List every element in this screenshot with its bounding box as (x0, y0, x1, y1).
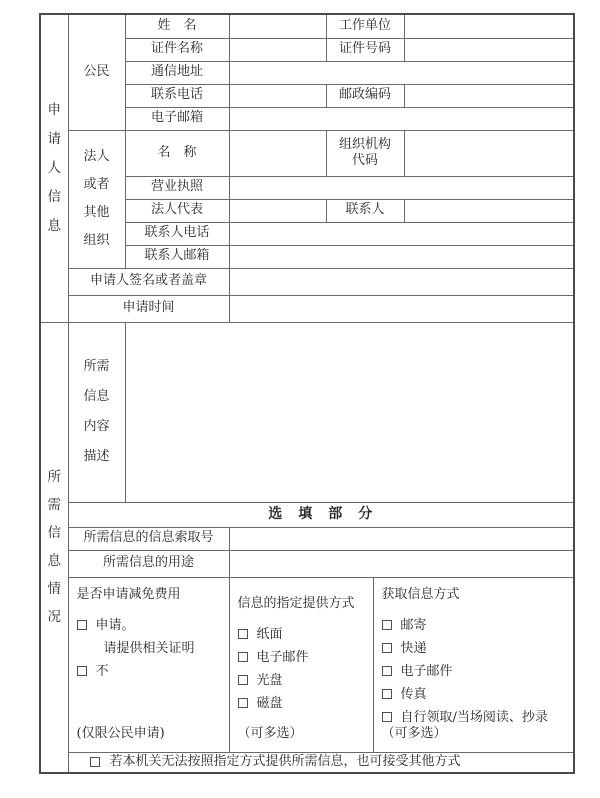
purpose-label: 所需信息的用途 (68, 550, 229, 577)
address-label: 通信地址 (125, 61, 229, 84)
fee-waiver-footnote: (仅限公民申请) (76, 725, 165, 741)
email-label: 电子邮箱 (125, 107, 229, 130)
address-value-cell[interactable] (229, 61, 574, 84)
work-unit-value-cell[interactable] (404, 14, 574, 38)
description-label (68, 322, 125, 502)
required-info-side-char: 况 (47, 608, 61, 625)
applicant-side-char: 息 (47, 217, 61, 234)
organization-group-label (68, 130, 125, 268)
option-fee-apply[interactable] (77, 618, 225, 633)
index-number-label: 所需信息的信息索取号 (68, 527, 229, 550)
org-name-value-cell[interactable] (229, 130, 326, 176)
org-code-value-cell[interactable] (404, 130, 574, 176)
required-info-side-char: 所 (47, 468, 61, 485)
required-info-side-label (40, 322, 68, 773)
checkbox-icon[interactable] (382, 712, 392, 722)
purpose-value-cell[interactable] (229, 550, 574, 577)
checkbox-icon[interactable] (238, 629, 248, 639)
checkbox-icon[interactable] (77, 620, 87, 630)
required-info-side-char: 情 (47, 580, 61, 597)
option-self-pickup-label: 自行领取/当场阅读、抄录 (400, 709, 548, 725)
obtain-method-footnote: （可多选） (381, 725, 447, 741)
required-info-side-char: 需 (47, 496, 61, 513)
business-license-value-cell[interactable] (229, 176, 574, 199)
signature-value-cell[interactable] (229, 268, 574, 295)
id-type-label: 证件名称 (125, 38, 229, 61)
option-self-pickup[interactable] (382, 710, 570, 725)
option-fax[interactable] (382, 687, 570, 702)
option-disk[interactable] (238, 696, 369, 711)
applicant-side-char: 信 (47, 188, 61, 205)
applicant-side-label (40, 14, 68, 322)
contact-email-label: 联系人邮箱 (125, 245, 229, 268)
optional-section-header: 选 填 部 分 (68, 502, 574, 527)
name-label: 姓 名 (125, 14, 229, 38)
legal-rep-label: 法人代表 (125, 199, 229, 222)
id-number-value-cell[interactable] (404, 38, 574, 61)
option-email-delivery[interactable] (238, 650, 369, 665)
option-fee-no[interactable] (77, 664, 225, 679)
option-mail[interactable] (382, 618, 570, 633)
description-value-cell[interactable] (125, 322, 574, 502)
applicant-side-char: 申 (47, 101, 61, 118)
other-method-note: 若本机关无法按照指定方式提供所需信息，也可接受其他方式 (109, 754, 461, 770)
required-info-side-char: 信 (47, 524, 61, 541)
business-license-label: 营业执照 (125, 176, 229, 199)
organization-group-line: 组织 (83, 233, 110, 248)
checkbox-icon[interactable] (77, 666, 87, 676)
fee-waiver-title: 是否申请减免费用 (76, 586, 181, 602)
work-unit-label: 工作单位 (326, 14, 404, 38)
delivery-method-title: 信息的指定提供方式 (237, 595, 355, 611)
checkbox-icon[interactable] (90, 757, 100, 767)
obtain-method-cell (373, 577, 574, 752)
delivery-method-footnote: （可多选） (237, 725, 303, 741)
option-fax-label: 传真 (400, 686, 427, 702)
signature-label: 申请人签名或者盖章 (68, 268, 229, 295)
contact-email-value-cell[interactable] (229, 245, 574, 268)
description-label-line: 信息 (83, 389, 110, 404)
checkbox-icon[interactable] (382, 666, 392, 676)
fee-apply-note: 请提供相关证明 (103, 640, 195, 656)
email-value-cell[interactable] (229, 107, 574, 130)
description-label-line: 内容 (83, 419, 110, 434)
option-disk-label: 磁盘 (256, 695, 283, 711)
checkbox-icon[interactable] (238, 675, 248, 685)
legal-rep-value-cell[interactable] (229, 199, 326, 222)
contact-phone-value-cell[interactable] (229, 222, 574, 245)
postcode-label: 邮政编码 (326, 84, 404, 107)
org-code-line: 组织机构 (339, 136, 392, 152)
option-fee-no-label: 不 (95, 663, 109, 679)
index-number-value-cell[interactable] (229, 527, 574, 550)
applicant-side-char: 请 (47, 130, 61, 147)
checkbox-icon[interactable] (382, 643, 392, 653)
org-code-line: 代码 (352, 153, 379, 168)
phone-value-cell[interactable] (229, 84, 326, 107)
delivery-method-cell (229, 577, 373, 752)
contact-label: 联系人 (326, 199, 404, 222)
option-express-label: 快递 (400, 640, 427, 656)
contact-phone-label: 联系人电话 (125, 222, 229, 245)
option-email-obtain[interactable] (382, 664, 570, 679)
application-form-table (39, 13, 575, 774)
option-paper[interactable] (238, 627, 369, 642)
option-cd-label: 光盘 (256, 672, 283, 688)
organization-group-line: 法人 (83, 149, 110, 164)
option-express[interactable] (382, 641, 570, 656)
contact-value-cell[interactable] (404, 199, 574, 222)
option-email-obtain-label: 电子邮件 (400, 663, 453, 679)
option-cd[interactable] (238, 673, 369, 688)
name-value-cell[interactable] (229, 14, 326, 38)
option-mail-label: 邮寄 (400, 617, 427, 633)
apply-time-value-cell[interactable] (229, 295, 574, 322)
organization-group-line: 或者 (83, 177, 110, 192)
org-code-label (326, 130, 404, 176)
org-name-label: 名 称 (125, 130, 229, 176)
option-fee-apply-label: 申请。 (95, 617, 135, 633)
obtain-method-title: 获取信息方式 (381, 586, 460, 602)
apply-time-label: 申请时间 (68, 295, 229, 322)
organization-group-line: 其他 (83, 205, 110, 220)
citizen-group-label: 公民 (68, 14, 125, 130)
id-number-label: 证件号码 (326, 38, 404, 61)
checkbox-icon[interactable] (382, 689, 392, 699)
option-email-delivery-label: 电子邮件 (256, 649, 309, 665)
option-paper-label: 纸面 (256, 626, 283, 642)
fee-waiver-cell (68, 577, 229, 752)
other-method-cell (68, 752, 574, 773)
checkbox-icon[interactable] (382, 620, 392, 630)
checkbox-icon[interactable] (238, 652, 248, 662)
checkbox-icon[interactable] (238, 698, 248, 708)
id-type-value-cell[interactable] (229, 38, 326, 61)
required-info-side-char: 息 (47, 552, 61, 569)
description-label-line: 所需 (83, 359, 110, 374)
description-label-line: 描述 (83, 449, 110, 464)
phone-label: 联系电话 (125, 84, 229, 107)
postcode-value-cell[interactable] (404, 84, 574, 107)
applicant-side-char: 人 (47, 159, 61, 176)
